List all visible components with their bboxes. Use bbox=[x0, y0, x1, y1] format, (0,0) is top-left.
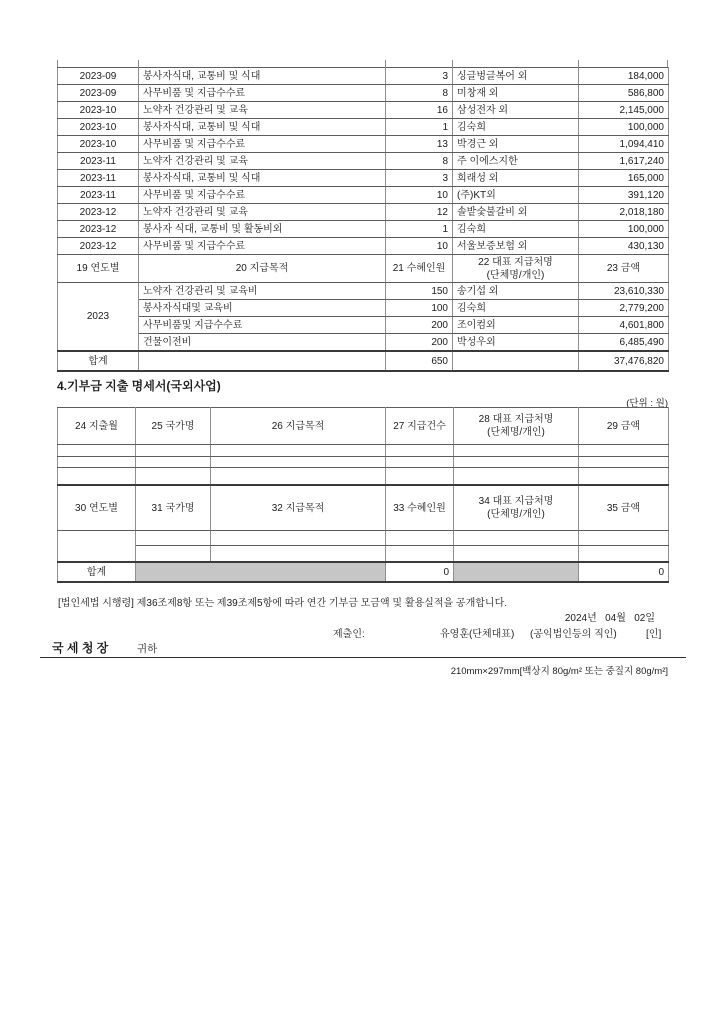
monthly-expense-row bbox=[58, 221, 669, 238]
header-purpose-col: 32 지급목적 bbox=[211, 485, 386, 531]
empty-cell bbox=[386, 457, 454, 468]
empty-row bbox=[58, 445, 669, 457]
expense-purpose: 사무비품및 지급수수료 bbox=[139, 317, 386, 334]
header-purpose-col: 26 지급목적 bbox=[211, 408, 386, 445]
header-count-col: 27 지급건수 bbox=[386, 408, 454, 445]
total-label: 합계 bbox=[58, 562, 136, 582]
monthly-expense-row bbox=[58, 204, 669, 221]
total-amount: 37,476,820 bbox=[579, 351, 669, 371]
empty-cell bbox=[211, 546, 386, 563]
empty-cell bbox=[579, 468, 669, 486]
monthly-expense-row bbox=[58, 170, 669, 187]
empty-cell bbox=[136, 445, 211, 457]
table1-total-row bbox=[58, 351, 669, 371]
expense-count: 12 bbox=[386, 204, 453, 221]
footer-divider bbox=[40, 657, 686, 658]
empty-cell bbox=[58, 457, 136, 468]
empty-cell bbox=[386, 445, 454, 457]
monthly-expense-row bbox=[58, 85, 669, 102]
empty-cell bbox=[58, 445, 136, 457]
submission-date: 2024년 04월 02일 bbox=[564, 613, 655, 624]
empty-cell bbox=[579, 457, 669, 468]
empty-cell bbox=[454, 457, 579, 468]
total-amount: 0 bbox=[579, 562, 669, 582]
shaded-cell bbox=[454, 562, 579, 582]
empty-year-cell bbox=[58, 531, 136, 563]
header-year-col: 19 연도별 bbox=[58, 255, 139, 283]
expense-purpose: 사무비품 및 지급수수료 bbox=[139, 187, 386, 204]
yearly-expense-row bbox=[58, 317, 669, 334]
expense-payee: 삼성전자 외 bbox=[453, 102, 579, 119]
empty-cell bbox=[139, 351, 386, 371]
header-payee-line2: (단체명/개인) bbox=[487, 509, 545, 520]
expense-amount: 184,000 bbox=[579, 68, 669, 85]
expense-payee: 희래성 외 bbox=[453, 170, 579, 187]
empty-cell bbox=[454, 546, 579, 563]
yearly-expense-row bbox=[58, 300, 669, 317]
expense-month: 2023-11 bbox=[58, 187, 139, 204]
donation-expenditure-table-overseas bbox=[57, 407, 669, 583]
expense-count: 10 bbox=[386, 187, 453, 204]
expense-count: 100 bbox=[386, 300, 453, 317]
expense-count: 200 bbox=[386, 334, 453, 352]
expense-count: 10 bbox=[386, 238, 453, 255]
empty-cell bbox=[136, 531, 211, 546]
expense-count: 150 bbox=[386, 283, 453, 300]
monthly-expense-row bbox=[58, 153, 669, 170]
header-month-col: 24 지출월 bbox=[58, 408, 136, 445]
expense-month: 2023-09 bbox=[58, 85, 139, 102]
empty-row bbox=[58, 457, 669, 468]
expense-purpose: 봉사자식대, 교통비 및 식대 bbox=[139, 119, 386, 136]
expense-count: 8 bbox=[386, 85, 453, 102]
empty-cell bbox=[386, 468, 454, 486]
expense-payee: 박성우외 bbox=[453, 334, 579, 352]
expense-month: 2023-10 bbox=[58, 102, 139, 119]
table-continuation-stubs bbox=[57, 60, 668, 67]
recipient-suffix: 귀하 bbox=[137, 643, 158, 655]
header-payee-col bbox=[453, 255, 579, 283]
expense-purpose: 봉사자식대, 교통비 및 식대 bbox=[139, 170, 386, 187]
monthly-expense-row bbox=[58, 119, 669, 136]
expense-amount: 165,000 bbox=[579, 170, 669, 187]
expense-payee: 송기섭 외 bbox=[453, 283, 579, 300]
expense-payee: 싱글벙글복어 외 bbox=[453, 68, 579, 85]
total-label: 합계 bbox=[58, 351, 139, 371]
empty-cell bbox=[386, 531, 454, 546]
expense-payee: 박경근 외 bbox=[453, 136, 579, 153]
empty-cell bbox=[136, 546, 211, 563]
header-country-col: 25 국가명 bbox=[136, 408, 211, 445]
expense-amount: 100,000 bbox=[579, 119, 669, 136]
empty-row bbox=[58, 468, 669, 486]
expense-payee: 조이컴외 bbox=[453, 317, 579, 334]
expense-month: 2023-12 bbox=[58, 238, 139, 255]
empty-cell bbox=[454, 531, 579, 546]
expense-month: 2023-12 bbox=[58, 221, 139, 238]
expense-count: 8 bbox=[386, 153, 453, 170]
unit-label: (단위 : 원) bbox=[626, 398, 668, 409]
monthly-expense-row bbox=[58, 136, 669, 153]
expense-payee: 김숙희 bbox=[453, 119, 579, 136]
empty-cell bbox=[136, 468, 211, 486]
empty-cell bbox=[136, 457, 211, 468]
expense-month: 2023-10 bbox=[58, 119, 139, 136]
monthly-header-row bbox=[58, 408, 669, 445]
expense-purpose: 봉사자식대및 교육비 bbox=[139, 300, 386, 317]
yearly-header-row bbox=[58, 255, 669, 283]
expense-month: 2023-10 bbox=[58, 136, 139, 153]
header-country-col: 31 국가명 bbox=[136, 485, 211, 531]
expense-month: 2023-11 bbox=[58, 170, 139, 187]
expense-amount: 23,610,330 bbox=[579, 283, 669, 300]
submitter-name: 유영훈(단체대표) bbox=[440, 629, 515, 640]
expense-purpose: 노약자 건강관리 및 교육비 bbox=[139, 283, 386, 300]
header-payee-line1: 22 대표 지급처명 bbox=[478, 256, 553, 268]
legal-statement: [법인세법 시행령] 제36조제8항 또는 제39조제5항에 따라 연간 기부금 모금액 및 활용실적을 공개합니다. bbox=[58, 598, 508, 609]
expense-payee: 김숙희 bbox=[453, 221, 579, 238]
empty-cell bbox=[58, 468, 136, 486]
expense-count: 13 bbox=[386, 136, 453, 153]
expense-month: 2023-12 bbox=[58, 204, 139, 221]
expense-count: 16 bbox=[386, 102, 453, 119]
expense-amount: 6,485,490 bbox=[579, 334, 669, 352]
expense-month: 2023-11 bbox=[58, 153, 139, 170]
expense-amount: 2,145,000 bbox=[579, 102, 669, 119]
expense-amount: 391,120 bbox=[579, 187, 669, 204]
monthly-expense-row bbox=[58, 187, 669, 204]
paper-spec-note: 210mm×297mm[백상지 80g/m² 또는 중질지 80g/m²] bbox=[450, 666, 668, 677]
table2-total-row bbox=[58, 562, 669, 582]
expense-payee: 미창재 외 bbox=[453, 85, 579, 102]
expense-payee: (주)KT외 bbox=[453, 187, 579, 204]
expense-purpose: 사무비품 및 지급수수료 bbox=[139, 136, 386, 153]
expense-count: 3 bbox=[386, 170, 453, 187]
total-count: 650 bbox=[386, 351, 453, 371]
expense-purpose: 사무비품 및 지급수수료 bbox=[139, 85, 386, 102]
empty-cell bbox=[579, 546, 669, 563]
recipient-title: 국 세 청 장 bbox=[52, 641, 109, 655]
monthly-expense-row bbox=[58, 238, 669, 255]
section-title: 4.기부금 지출 명세서(국외사업) bbox=[57, 379, 221, 393]
header-beneficiary-col: 33 수혜인원 bbox=[386, 485, 454, 531]
empty-row bbox=[58, 546, 669, 563]
empty-cell bbox=[211, 445, 386, 457]
expense-purpose: 건물이전비 bbox=[139, 334, 386, 352]
expense-amount: 2,779,200 bbox=[579, 300, 669, 317]
yearly-expense-row bbox=[58, 334, 669, 352]
empty-cell bbox=[211, 457, 386, 468]
expense-purpose: 노약자 건강관리 및 교육 bbox=[139, 153, 386, 170]
empty-cell bbox=[454, 468, 579, 486]
empty-cell bbox=[211, 468, 386, 486]
empty-cell bbox=[454, 445, 579, 457]
submitter-label: 제출인: bbox=[333, 629, 365, 640]
monthly-expense-row bbox=[58, 102, 669, 119]
empty-cell bbox=[579, 531, 669, 546]
empty-cell bbox=[386, 546, 454, 563]
expense-payee: 서울보증보험 외 bbox=[453, 238, 579, 255]
expense-amount: 1,094,410 bbox=[579, 136, 669, 153]
expense-amount: 2,018,180 bbox=[579, 204, 669, 221]
expense-purpose: 봉사자식대, 교통비 및 식대 bbox=[139, 68, 386, 85]
expense-count: 200 bbox=[386, 317, 453, 334]
empty-cell bbox=[453, 351, 579, 371]
header-payee-col bbox=[454, 408, 579, 445]
expense-purpose: 사무비품 및 지급수수료 bbox=[139, 238, 386, 255]
expense-payee: 김숙희 bbox=[453, 300, 579, 317]
yearly-header-row bbox=[58, 485, 669, 531]
expense-purpose: 노약자 건강관리 및 교육 bbox=[139, 102, 386, 119]
header-payee-line2: (단체명/개인) bbox=[487, 427, 545, 438]
shaded-cell bbox=[136, 562, 386, 582]
expense-count: 1 bbox=[386, 221, 453, 238]
expense-amount: 1,617,240 bbox=[579, 153, 669, 170]
total-count: 0 bbox=[386, 562, 454, 582]
header-year-col: 30 연도별 bbox=[58, 485, 136, 531]
donation-expenditure-table-domestic bbox=[57, 67, 669, 372]
expense-amount: 586,800 bbox=[579, 85, 669, 102]
seal-mark: [인] bbox=[646, 629, 662, 640]
expense-payee: 솔밭숯불갈비 외 bbox=[453, 204, 579, 221]
yearly-expense-row bbox=[58, 283, 669, 300]
header-amount-col: 23 금액 bbox=[579, 255, 669, 283]
expense-count: 1 bbox=[386, 119, 453, 136]
header-payee-line1: 28 대표 지급처명 bbox=[478, 414, 554, 425]
expense-count: 3 bbox=[386, 68, 453, 85]
expense-amount: 430,130 bbox=[579, 238, 669, 255]
header-purpose-col: 20 지급목적 bbox=[139, 255, 386, 283]
header-payee-col bbox=[454, 485, 579, 531]
expense-amount: 4,601,800 bbox=[579, 317, 669, 334]
expense-month: 2023-09 bbox=[58, 68, 139, 85]
header-payee-line2: (단체명/개인) bbox=[486, 269, 545, 281]
empty-cell bbox=[211, 531, 386, 546]
seal-note: (공익법인등의 직인) bbox=[530, 629, 617, 640]
header-payee-line1: 34 대표 지급처명 bbox=[478, 496, 554, 507]
empty-row bbox=[58, 531, 669, 546]
year-cell: 2023 bbox=[58, 283, 139, 352]
monthly-expense-row bbox=[58, 68, 669, 85]
expense-purpose: 봉사자 식대, 교통비 및 활동비외 bbox=[139, 221, 386, 238]
empty-cell bbox=[579, 445, 669, 457]
expense-amount: 100,000 bbox=[579, 221, 669, 238]
expense-payee: 주 이에스지한 bbox=[453, 153, 579, 170]
header-amount-col: 35 금액 bbox=[579, 485, 669, 531]
header-beneficiary-col: 21 수혜인원 bbox=[386, 255, 453, 283]
header-amount-col: 29 금액 bbox=[579, 408, 669, 445]
expense-purpose: 노약자 건강관리 및 교육 bbox=[139, 204, 386, 221]
